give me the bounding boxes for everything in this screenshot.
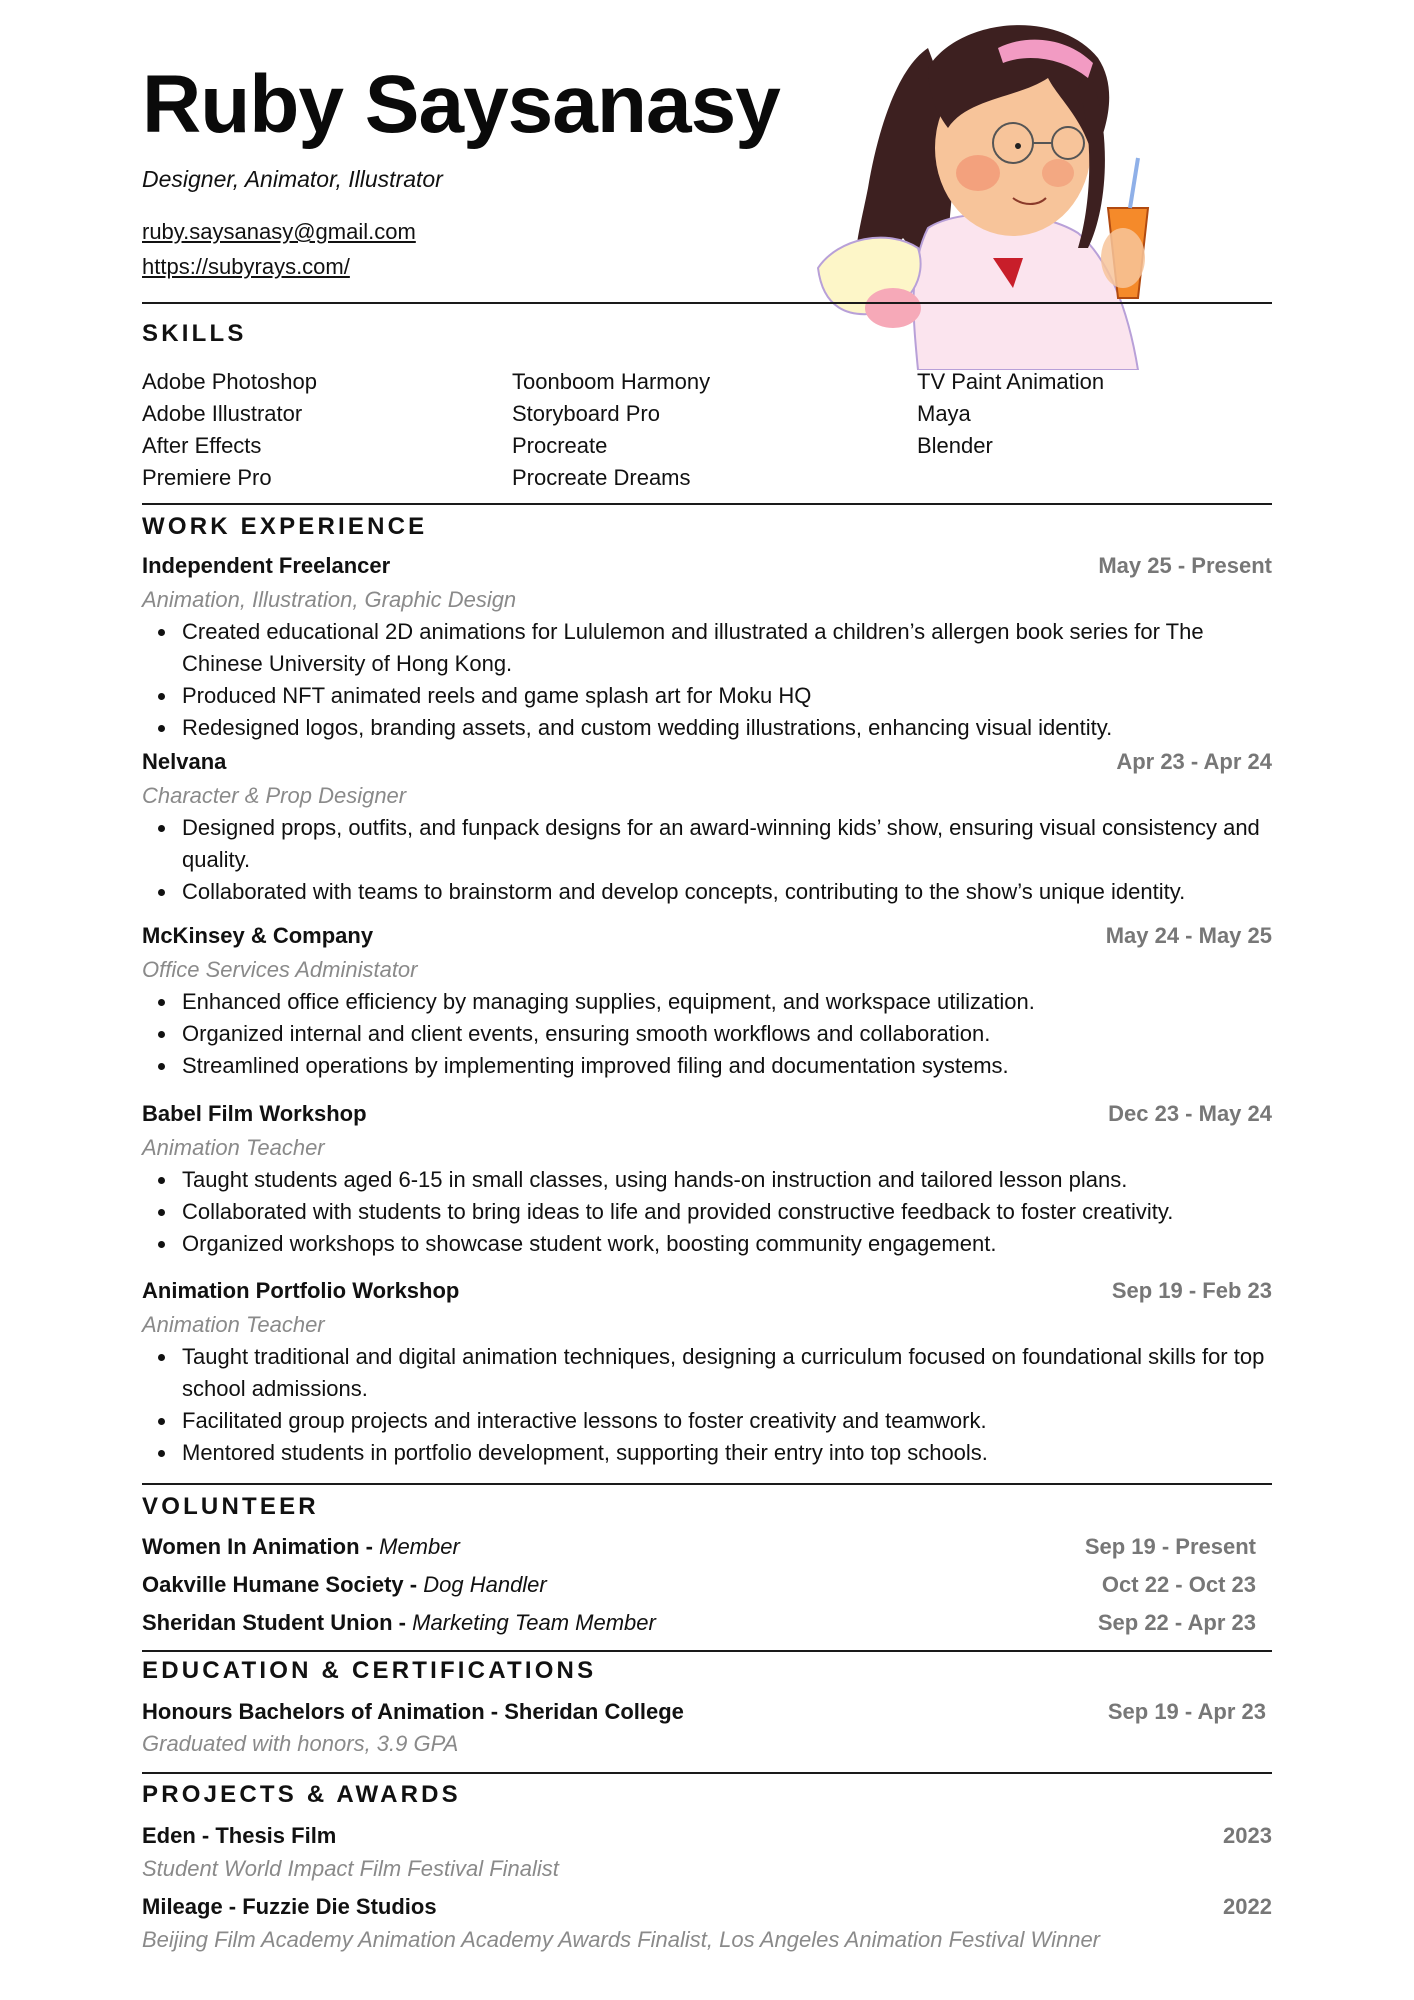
skill-item: Premiere Pro: [142, 465, 272, 490]
job-date: May 25 - Present: [1098, 553, 1272, 578]
job-bullet: Mentored students in portfolio development, supporting their entry into top schools.: [142, 1437, 1272, 1469]
job-role: Animation Teacher: [142, 1312, 325, 1337]
skill-item: Procreate: [512, 433, 608, 458]
project-row: [142, 1894, 1272, 1926]
website-link[interactable]: https://subyrays.com/: [142, 254, 350, 279]
job-bullet: Enhanced office efficiency by managing supplies, equipment, and workspace utilization.: [142, 986, 1272, 1018]
skill-item: Adobe Photoshop: [142, 369, 317, 394]
job-date: Sep 19 - Feb 23: [1111, 1278, 1272, 1303]
volunteer-org: Women In Animation: [142, 1534, 366, 1559]
volunteer-item: [142, 1610, 1256, 1642]
project-year: 2022: [1223, 1894, 1272, 1919]
skill-item: Toonboom Harmony: [512, 369, 711, 394]
volunteer-role: Dog Handler: [423, 1572, 547, 1597]
project-row: [142, 1823, 1272, 1855]
job-bullets: [142, 812, 1272, 908]
education-date: Sep 19 - Apr 23: [1107, 1699, 1266, 1724]
job-entry: [142, 1101, 1272, 1260]
job-bullet: Designed props, outfits, and funpack designs for an award-winning kids’ show, ensuring visual consistency and quality.: [142, 812, 1272, 876]
education-heading: EDUCATION & CERTIFICATIONS: [142, 1657, 597, 1684]
volunteer-role: Member: [379, 1534, 460, 1559]
job-company: Babel Film Workshop: [142, 1101, 367, 1126]
job-date: Apr 23 - Apr 24: [1116, 749, 1272, 774]
job-company: Nelvana: [142, 749, 227, 774]
skill-item: Maya: [917, 401, 971, 426]
email-link[interactable]: ruby.saysanasy@gmail.com: [142, 219, 416, 244]
work-experience-heading: WORK EXPERIENCE: [142, 513, 428, 540]
job-bullets: [142, 1341, 1272, 1469]
job-date: May 24 - May 25: [1105, 923, 1272, 948]
skills-column-1: [142, 366, 317, 494]
job-bullet: Taught traditional and digital animation techniques, designing a curriculum focused on foundational skills for top school admissions.: [142, 1341, 1272, 1405]
education-note: Graduated with honors, 3.9 GPA: [142, 1731, 459, 1756]
volunteer-separator: -: [403, 1572, 424, 1597]
skills-divider: [142, 503, 1272, 505]
skill-item: Storyboard Pro: [512, 401, 660, 426]
job-role: Character & Prop Designer: [142, 783, 407, 808]
volunteer-item: [142, 1534, 1256, 1566]
skills-column-2: [512, 366, 710, 494]
job-role: Office Services Administator: [142, 957, 418, 982]
job-bullet: Taught students aged 6-15 in small classes, using hands-on instruction and tailored lesson plans.: [142, 1164, 1272, 1196]
work-divider: [142, 1483, 1272, 1485]
skill-item: After Effects: [142, 433, 262, 458]
skill-item: Adobe Illustrator: [142, 401, 303, 426]
job-bullet: Created educational 2D animations for Lululemon and illustrated a children’s allergen book series for The Chinese University of Hong Kong.: [142, 616, 1272, 680]
volunteer-date: Sep 22 - Apr 23: [1097, 1610, 1256, 1635]
job-role: Animation Teacher: [142, 1135, 325, 1160]
education-degree: Honours Bachelors of Animation - Sheridan College: [142, 1699, 684, 1724]
header-divider: [142, 302, 1272, 304]
skill-item: Procreate Dreams: [512, 465, 691, 490]
job-bullet: Redesigned logos, branding assets, and custom wedding illustrations, enhancing visual identity.: [142, 712, 1272, 744]
volunteer-heading: VOLUNTEER: [142, 1493, 319, 1520]
volunteer-divider: [142, 1650, 1272, 1652]
skills-column-3: [917, 366, 1104, 462]
job-bullets: [142, 986, 1272, 1082]
job-bullet: Collaborated with students to bring ideas to life and provided constructive feedback to foster creativity.: [142, 1196, 1272, 1228]
job-bullet: Produced NFT animated reels and game splash art for Moku HQ: [142, 680, 1272, 712]
job-company: Independent Freelancer: [142, 553, 391, 578]
job-entry: [142, 749, 1272, 908]
volunteer-org: Oakville Humane Society: [142, 1572, 404, 1597]
project-title: Eden - Thesis Film: [142, 1823, 337, 1848]
education-divider: [142, 1772, 1272, 1774]
volunteer-role: Marketing Team Member: [412, 1610, 656, 1635]
job-company: Animation Portfolio Workshop: [142, 1278, 460, 1303]
job-entry: [142, 553, 1272, 744]
skills-heading: SKILLS: [142, 320, 247, 347]
volunteer-item: [142, 1572, 1256, 1604]
project-note: Beijing Film Academy Animation Academy Awards Finalist, Los Angeles Animation Festival Winner: [142, 1927, 1101, 1952]
job-company: McKinsey & Company: [142, 923, 374, 948]
job-bullet: Streamlined operations by implementing improved filing and documentation systems.: [142, 1050, 1272, 1082]
candidate-subtitle: Designer, Animator, Illustrator: [142, 166, 443, 192]
project-title: Mileage - Fuzzie Die Studios: [142, 1894, 437, 1919]
job-date: Dec 23 - May 24: [1108, 1101, 1272, 1126]
volunteer-separator: -: [365, 1534, 380, 1559]
volunteer-date: Sep 19 - Present: [1084, 1534, 1256, 1559]
volunteer-date: Oct 22 - Oct 23: [1101, 1572, 1256, 1597]
resume-page: [142, 0, 1272, 2000]
job-bullet: Organized internal and client events, ensuring smooth workflows and collaboration.: [142, 1018, 1272, 1050]
project-year: 2023: [1223, 1823, 1272, 1848]
education-degree-row: [142, 1699, 1266, 1731]
job-bullet: Facilitated group projects and interactive lessons to foster creativity and teamwork.: [142, 1405, 1272, 1437]
job-role: Animation, Illustration, Graphic Design: [142, 587, 517, 612]
volunteer-org: Sheridan Student Union: [142, 1610, 393, 1635]
volunteer-separator: -: [392, 1610, 413, 1635]
candidate-name: Ruby Saysanasy: [142, 59, 780, 150]
character-illustration: [808, 8, 1194, 370]
skill-item: TV Paint Animation: [917, 369, 1105, 394]
job-entry: [142, 1278, 1272, 1469]
job-entry: [142, 923, 1272, 1082]
job-bullet: Collaborated with teams to brainstorm and develop concepts, contributing to the show’s unique identity.: [142, 876, 1272, 908]
project-note: Student World Impact Film Festival Finalist: [142, 1856, 559, 1881]
job-bullet: Organized workshops to showcase student work, boosting community engagement.: [142, 1228, 1272, 1260]
job-bullets: [142, 1164, 1272, 1260]
skill-item: Blender: [917, 433, 993, 458]
job-bullets: [142, 616, 1272, 744]
projects-heading: PROJECTS & AWARDS: [142, 1781, 461, 1808]
